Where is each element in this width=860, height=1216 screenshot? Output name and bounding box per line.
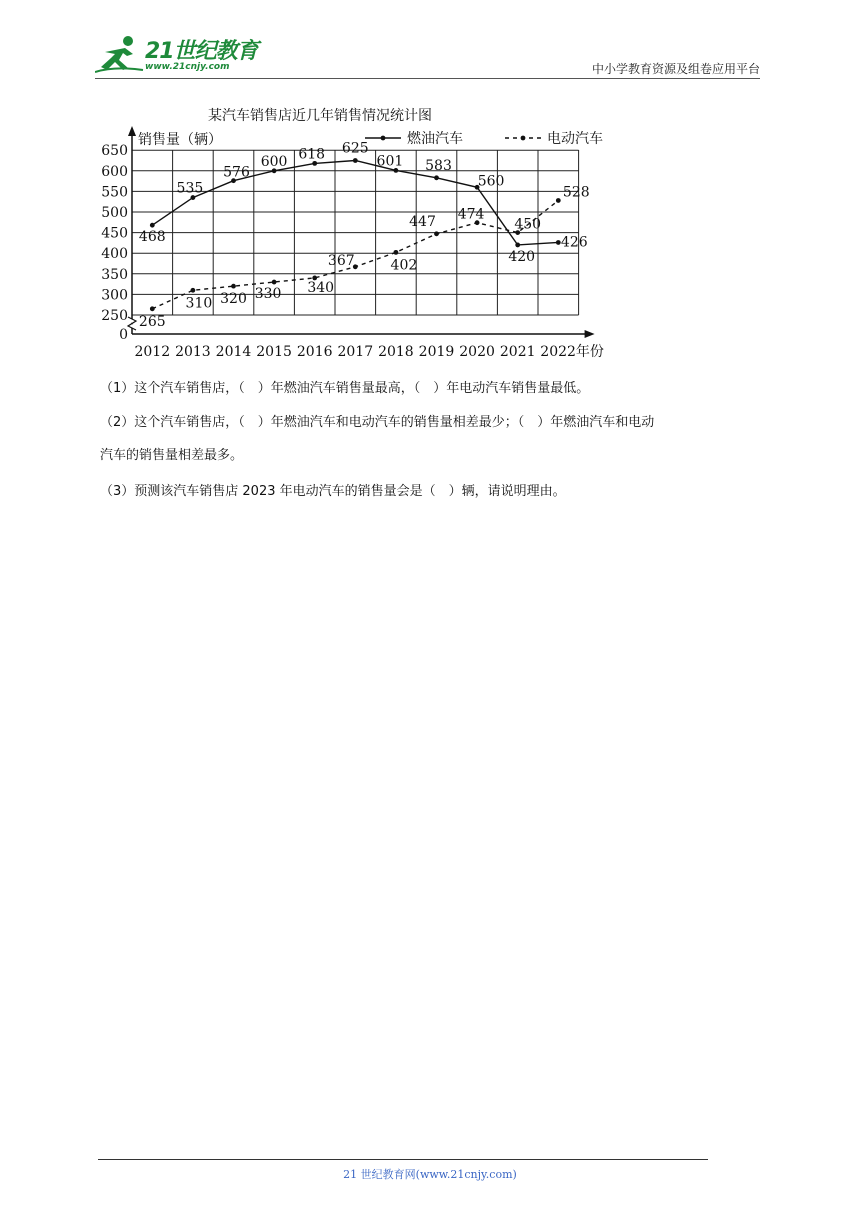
x-tick-label: 2012 <box>134 344 171 360</box>
y-tick-label: 350 <box>101 266 128 283</box>
line-chart <box>90 100 630 365</box>
platform-name: 中小学教育资源及组卷应用平台 <box>591 62 760 76</box>
x-tick-label: 2020 <box>459 344 495 360</box>
x-axis-arrow-icon <box>585 330 595 338</box>
header-divider <box>95 78 760 79</box>
y-axis-arrow-icon <box>128 126 136 136</box>
data-label: 535 <box>176 180 204 197</box>
data-label: 320 <box>220 291 247 308</box>
question-2-line-2: 汽车的销售量相差最多。 <box>100 448 244 463</box>
x-tick-label: 2019 <box>418 344 455 360</box>
footer-divider <box>98 1159 708 1160</box>
data-label: 426 <box>560 234 588 251</box>
data-point <box>556 198 561 203</box>
x-tick-label: 2017 <box>337 344 374 360</box>
question-1: （1）这个汽车销售店，（ ）年燃油汽车销售量最高，（ ）年电动汽车销售量最低。 <box>100 381 590 396</box>
data-point <box>150 223 155 228</box>
data-point <box>191 288 196 293</box>
y-axis-label: 销售量（辆） <box>138 132 222 148</box>
logo-text: 21世纪教育 <box>145 39 258 64</box>
logo <box>95 32 265 78</box>
data-label: 560 <box>477 173 505 190</box>
y-tick-label: 550 <box>101 184 128 201</box>
data-label: 468 <box>138 229 166 246</box>
data-label: 367 <box>327 252 355 269</box>
y-tick-label: 500 <box>101 205 128 221</box>
data-point <box>272 280 277 285</box>
data-label: 450 <box>514 216 542 233</box>
data-point <box>515 243 520 248</box>
data-point <box>353 158 358 163</box>
chart-title: 某汽车销售店近几年销售情况统计图 <box>208 108 432 124</box>
x-tick-label: 2022年份 <box>540 344 604 360</box>
logo-url: www.21cnjy.com <box>145 62 230 72</box>
data-label: 576 <box>223 164 250 181</box>
data-label: 340 <box>307 279 335 296</box>
footer-text: 21 世纪教育网(www.21cnjy.com) <box>343 1168 517 1181</box>
data-label: 600 <box>260 153 288 170</box>
y-tick-label: 300 <box>101 287 128 304</box>
data-label: 528 <box>562 184 590 201</box>
x-tick-label: 2018 <box>378 344 414 360</box>
axis-break-icon <box>128 317 136 330</box>
x-tick-label: 2015 <box>256 344 292 360</box>
y-tick-label: 650 <box>101 143 128 160</box>
question-2-line-1: （2）这个汽车销售店，（ ）年燃油汽车和电动汽车的销售量相差最少；（ ）年燃油汽车和电动 <box>100 415 655 430</box>
data-label: 474 <box>457 206 485 223</box>
question-3: （3）预测该汽车销售店 2023 年电动汽车的销售量会是（ ）辆，请说明理由。 <box>100 484 566 499</box>
x-tick-label: 2021 <box>499 344 536 360</box>
data-label: 601 <box>376 153 404 170</box>
y-tick-label: 600 <box>101 163 128 180</box>
data-label: 625 <box>341 140 369 157</box>
x-tick-label: 2013 <box>175 344 211 360</box>
data-point <box>394 250 399 255</box>
data-point <box>231 284 236 289</box>
data-point <box>434 231 439 236</box>
y-tick-label: 450 <box>101 225 128 242</box>
data-label: 447 <box>409 213 436 230</box>
data-label: 618 <box>298 146 326 163</box>
y-tick-label: 250 <box>101 308 128 324</box>
data-label: 265 <box>138 313 166 330</box>
data-point <box>150 306 155 311</box>
runner-logo-icon <box>95 32 145 76</box>
legend-marker-fuel <box>381 136 386 141</box>
page-header <box>95 32 760 78</box>
x-tick-label: 2016 <box>296 344 333 360</box>
y-tick-label: 0 <box>119 327 128 343</box>
x-tick-label: 2014 <box>215 344 252 360</box>
data-label: 402 <box>390 257 418 274</box>
data-point <box>434 175 439 180</box>
legend-label-fuel: 燃油汽车 <box>407 131 463 147</box>
legend-marker-electric <box>521 136 526 141</box>
data-label: 420 <box>508 248 536 265</box>
legend-label-electric: 电动汽车 <box>547 131 603 147</box>
data-label: 583 <box>425 157 452 174</box>
y-tick-label: 400 <box>101 246 128 263</box>
data-label: 330 <box>254 286 282 303</box>
data-label: 310 <box>185 295 213 312</box>
